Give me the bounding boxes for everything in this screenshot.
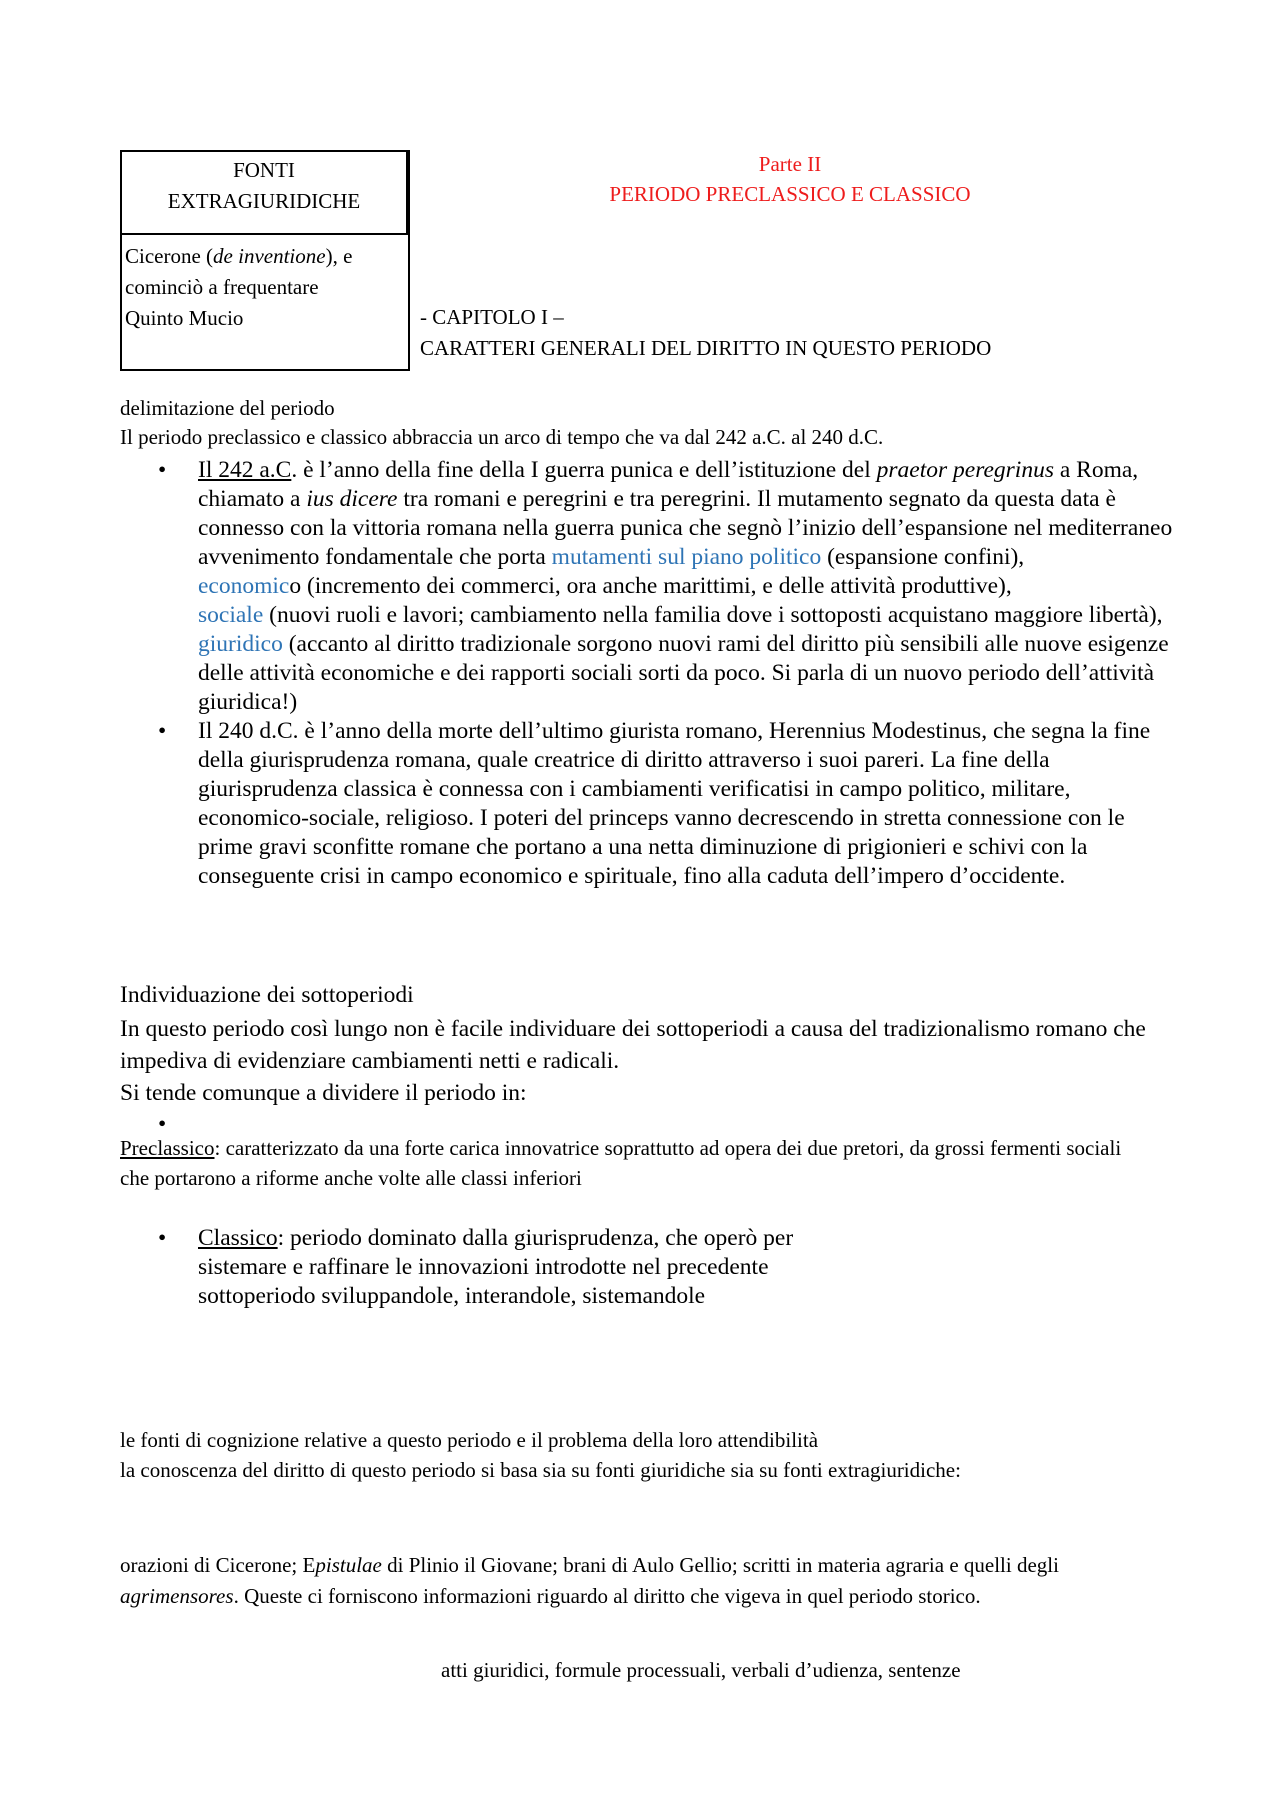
sottoperiodi-p1: In questo periodo così lungo non è facile individuare dei sottoperiodi a causa del tradizionalismo romano che impediva di evidenziare cambiamenti netti e radicali.: [120, 1016, 1146, 1074]
periodo-title: PERIODO PRECLASSICO E CLASSICO: [609, 182, 971, 206]
keyword-politico: mutamenti sul piano politico: [551, 544, 822, 570]
sottoperiodi-p2: Si tende comunque a dividere il periodo in:: [120, 1080, 527, 1106]
sottoperiodi-heading: Individuazione dei sottoperiodi: [120, 982, 414, 1008]
preclassico-text: : caratterizzato da una forte carica innovatrice soprattutto ad opera dei due pretori, da grossi fermenti sociali che portarono a riforme anche volte alle classi inferiori: [120, 1136, 1122, 1190]
giuridiche-line: atti giuridici, formule processuali, verbali d’udienza, sentenze: [441, 1658, 961, 1682]
fonti-extragiuridiche-box: [120, 150, 410, 371]
fonti-intro: la conoscenza del diritto di questo periodo si basa sia su fonti giuridiche sia su fonti extragiuridiche:: [120, 1458, 961, 1482]
box-title-line2: EXTRAGIURIDICHE: [167, 189, 361, 213]
classico-label: Classico: [198, 1225, 278, 1251]
date-242: Il 242 a.C: [198, 457, 292, 483]
chapter-heading: [420, 303, 991, 363]
box-line2: Cicerone (de inventione), e: [125, 244, 353, 268]
caratteri-title: CARATTERI GENERALI DEL DIRITTO IN QUESTO PERIODO: [420, 336, 992, 360]
bullet2-text: Il 240 d.C. è l’anno della morte dell’ultimo giurista romano, Herennius Modestinus, che segna la fine della giurisprudenza romana, quale creatrice di diritto attraverso i suoi pareri. La fine della giurisprudenza classica è connessa con i cambiamenti verificatisi in campo politico, militare, economico-sociale, religioso. I poteri del princeps vanno decrescendo in stretta connessione con le prime gravi sconfitte romane che portano a una netta diminuzione di prigionieri e schivi con la conseguente crisi in campo economico e spirituale, fino alla caduta dell’impero d’occidente.: [198, 718, 1151, 889]
classico-text: : periodo dominato dalla giurisprudenza, che operò per sistemare e raffinare le innovazioni introdotte nel precedente sottoperiodo sviluppandole, interandole, sistemandole: [198, 1225, 794, 1309]
bullet-dot: •: [158, 1111, 167, 1137]
list-item: [120, 1224, 880, 1311]
preclassico-item: [120, 1133, 1130, 1193]
list-item: • Il 242 a.C. è l’anno della fine della I guerra punica e dell’istituzione del praetor peregrinus a Roma, chiamato a ius dicere tra romani e peregrini e tra peregrini. Il mutamento segnato da questa data è connesso con la vittoria romana nella guerra punica che segnò l’inizio dell’espansione nel mediterraneo avvenimento fondamentale che porta mutamenti sul piano politico (espansione confini), economico (incremento dei commerci, ora anche marittimi, e delle attività produttive), sociale (nuovi ruoli e lavori; cambiamento nella familia dove i sottoposti acquistano maggiore libertà), giuridico (accanto al diritto tradizionale sorgono nuovi rami del diritto più sensibili alle nuove esigenze delle attività economiche e dei rapporti sociali sorti da poco. Si parla di un nuovo periodo dell’attività giuridica!): [158, 457, 1173, 715]
fonti-section: [120, 1425, 1200, 1485]
part-heading: [560, 150, 1020, 209]
fonti-heading: le fonti di cognizione relative a questo periodo e il problema della loro attendibilità: [120, 1428, 819, 1452]
box-line3: cominciò a frequentare: [125, 275, 319, 299]
bullet-dot: •: [158, 718, 167, 744]
keyword-giuridico: giuridico: [198, 631, 283, 657]
list-item: [120, 717, 1180, 891]
delimitazione-intro: Il periodo preclassico e classico abbraccia un arco di tempo che va dal 242 a.C. al 240 d.C.: [120, 425, 884, 449]
box-line4: Quinto Mucio: [125, 306, 244, 330]
capitolo-label: - CAPITOLO I –: [420, 305, 564, 329]
preclassico-label: Preclassico: [120, 1136, 215, 1160]
bullet-dot: •: [158, 457, 167, 483]
box-title: [122, 152, 408, 235]
keyword-economico: economic: [198, 573, 290, 599]
keyword-sociale: sociale: [198, 602, 264, 628]
parte-label: Parte II: [758, 152, 822, 176]
delimitazione-heading: delimitazione del periodo: [120, 396, 335, 420]
bullet-dot: •: [158, 1225, 167, 1251]
extragiuridiche-paragraph: orazioni di Cicerone; Epistulae di Plinio il Giovane; brani di Aulo Gellio; scritti in materia agraria e quelli degli agrimensores. Queste ci forniscono informazioni riguardo al diritto che vigeva in quel periodo storico.: [120, 1553, 1059, 1608]
delimitazione-list: [120, 456, 1180, 891]
box-title-line1: FONTI: [233, 158, 295, 182]
sottoperiodi-section: [120, 981, 1180, 1139]
classico-list: [120, 1224, 880, 1311]
delimitazione-section: [120, 394, 1180, 452]
